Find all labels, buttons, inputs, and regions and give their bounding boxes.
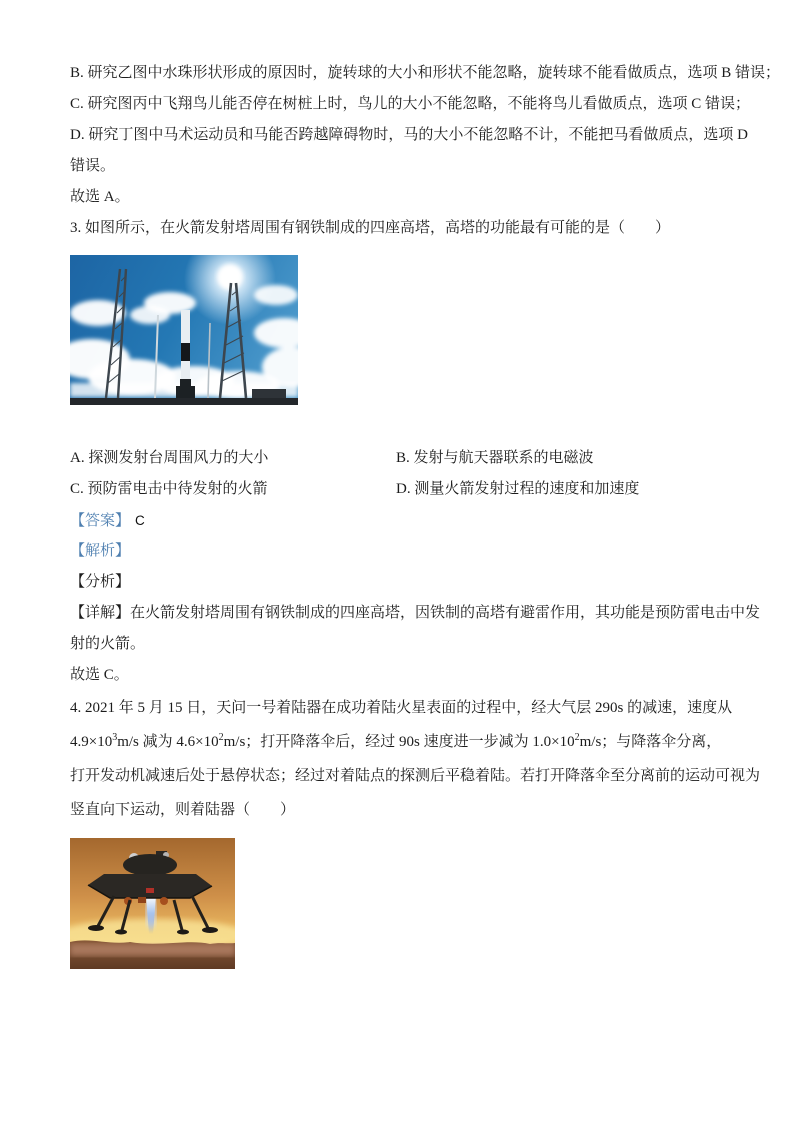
launch-building [252, 389, 286, 398]
q3-answer-line [70, 505, 723, 536]
fenxi-label: 【分析】 [70, 574, 131, 590]
q3-jiexi-line [70, 536, 723, 567]
analysis-line-d: D. 研究丁图中马术运动员和马能否跨越障碍物时，马的大小不能忽略不计，不能把马看做质点，选项 D [70, 127, 748, 143]
q3-option-c: C. 预防雷电击中待发射的火箭 [70, 481, 268, 497]
question-4-stem-line2: $4.9\times 10^3m/s$ 减为 $4.6\times 10^2m/s$；打开降落伞后，经过 90s 速度进一步减为 $1.0\times 10^2m/s$；与降落伞分离， [70, 732, 722, 750]
question-3-options [70, 443, 723, 505]
question-4-stem-line3: 打开发动机减速后处于悬停状态；经过对着陆点的探测后平稳着陆。若打开降落伞至分离前的运动可视为 [70, 768, 761, 784]
q3-option-d: D. 测量火箭发射过程的速度和加速度 [396, 481, 640, 497]
speed-value-1: 4.9×10 [70, 734, 113, 750]
question-3-stem: 3. 如图所示，在火箭发射塔周围有钢铁制成的四座高塔，高塔的功能最有可能的是（ ） [70, 220, 671, 236]
q3-answer-value: C [135, 513, 145, 528]
q3-detail-line2: 射的火箭。 [70, 636, 146, 652]
jiexi-label: 【解析】 [70, 543, 131, 559]
rocket-launch-towers-photo [70, 255, 298, 405]
analysis-conclusion-a: 故选 A。 [70, 189, 130, 205]
question-4-stem-line4: 竖直向下运动，则着陆器（ ） [70, 802, 296, 818]
question-4-stem-line1: 4. 2021 年 5 月 15 日，天问一号着陆器在成功着陆火星表面的过程中，经大气层 290s 的减速，速度从 [70, 700, 733, 716]
q3-detail-line1: 【详解】在火箭发射塔周围有钢铁制成的四座高塔，因铁制的高塔有避雷作用，其功能是预防雷电击中发 [70, 605, 761, 621]
analysis-line-d-wrap: 错误。 [70, 158, 116, 174]
speed-value-2: 4.6×10 [176, 734, 219, 750]
tianwen1-mars-lander-photo [70, 838, 235, 969]
analysis-line-b: B. 研究乙图中水珠形状形成的原因时，旋转球的大小和形状不能忽略，旋转球不能看做质点，选项 B 错误； [70, 65, 781, 81]
q3-option-b: B. 发射与航天器联系的电磁波 [396, 450, 594, 466]
ground [70, 398, 298, 405]
dust-haze [70, 944, 235, 956]
answer-label: 【答案】 [70, 513, 131, 529]
q3-option-a: A. 探测发射台周围风力的大小 [70, 450, 269, 466]
analysis-line-c: C. 研究图丙中飞翔鸟儿能否停在树桩上时，鸟儿的大小不能忽略，不能将鸟儿看做质点，选项 C 错误； [70, 96, 751, 112]
speed-value-3: 1.0×10 [532, 734, 575, 750]
q3-fenxi-line [70, 567, 723, 598]
q3-conclusion: 故选 C。 [70, 667, 129, 683]
